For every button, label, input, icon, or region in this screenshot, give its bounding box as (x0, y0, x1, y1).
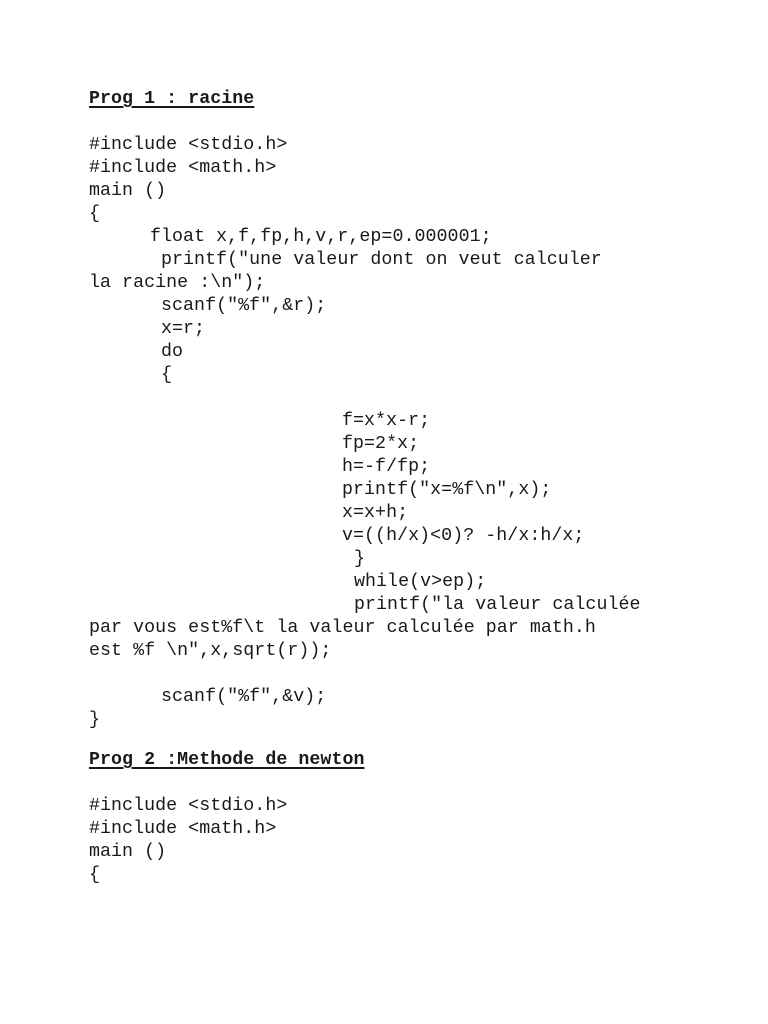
code-line: v=((h/x)<0)? -h/x:h/x; (342, 526, 585, 546)
code-line: { (89, 865, 101, 885)
code-line: #include <stdio.h> (89, 796, 288, 816)
code-line: par vous est%f\t la valeur calculée par math.h (89, 618, 596, 638)
code-line: #include <stdio.h> (89, 135, 288, 155)
code-line: f=x*x-r; (342, 411, 431, 431)
code-line: { (89, 204, 101, 224)
code-line: printf("x=%f\n",x); (342, 480, 552, 500)
code-line: printf("une valeur dont on veut calculer (161, 250, 602, 270)
code-line: main () (89, 842, 167, 862)
code-line: #include <math.h> (89, 158, 277, 178)
code-line: #include <math.h> (89, 819, 277, 839)
section-heading: Prog 1 : racine (89, 89, 255, 109)
code-line: do (161, 342, 184, 362)
code-line: fp=2*x; (342, 434, 420, 454)
code-line: float x,f,fp,h,v,r,ep=0.000001; (150, 227, 492, 247)
code-line: scanf("%f",&r); (161, 296, 327, 316)
code-line: } (354, 549, 366, 569)
code-line: la racine :\n"); (89, 273, 266, 293)
code-line: { (161, 365, 173, 385)
code-line: while(v>ep); (354, 572, 487, 592)
code-line: scanf("%f",&v); (161, 687, 327, 707)
section-heading: Prog 2 :Methode de newton (89, 750, 365, 770)
code-line: est %f \n",x,sqrt(r)); (89, 641, 332, 661)
code-line: main () (89, 181, 167, 201)
code-line: h=-f/fp; (342, 457, 431, 477)
code-line: printf("la valeur calculée (354, 595, 641, 615)
code-line: x=r; (161, 319, 206, 339)
code-line: } (89, 710, 101, 730)
code-line: x=x+h; (342, 503, 409, 523)
